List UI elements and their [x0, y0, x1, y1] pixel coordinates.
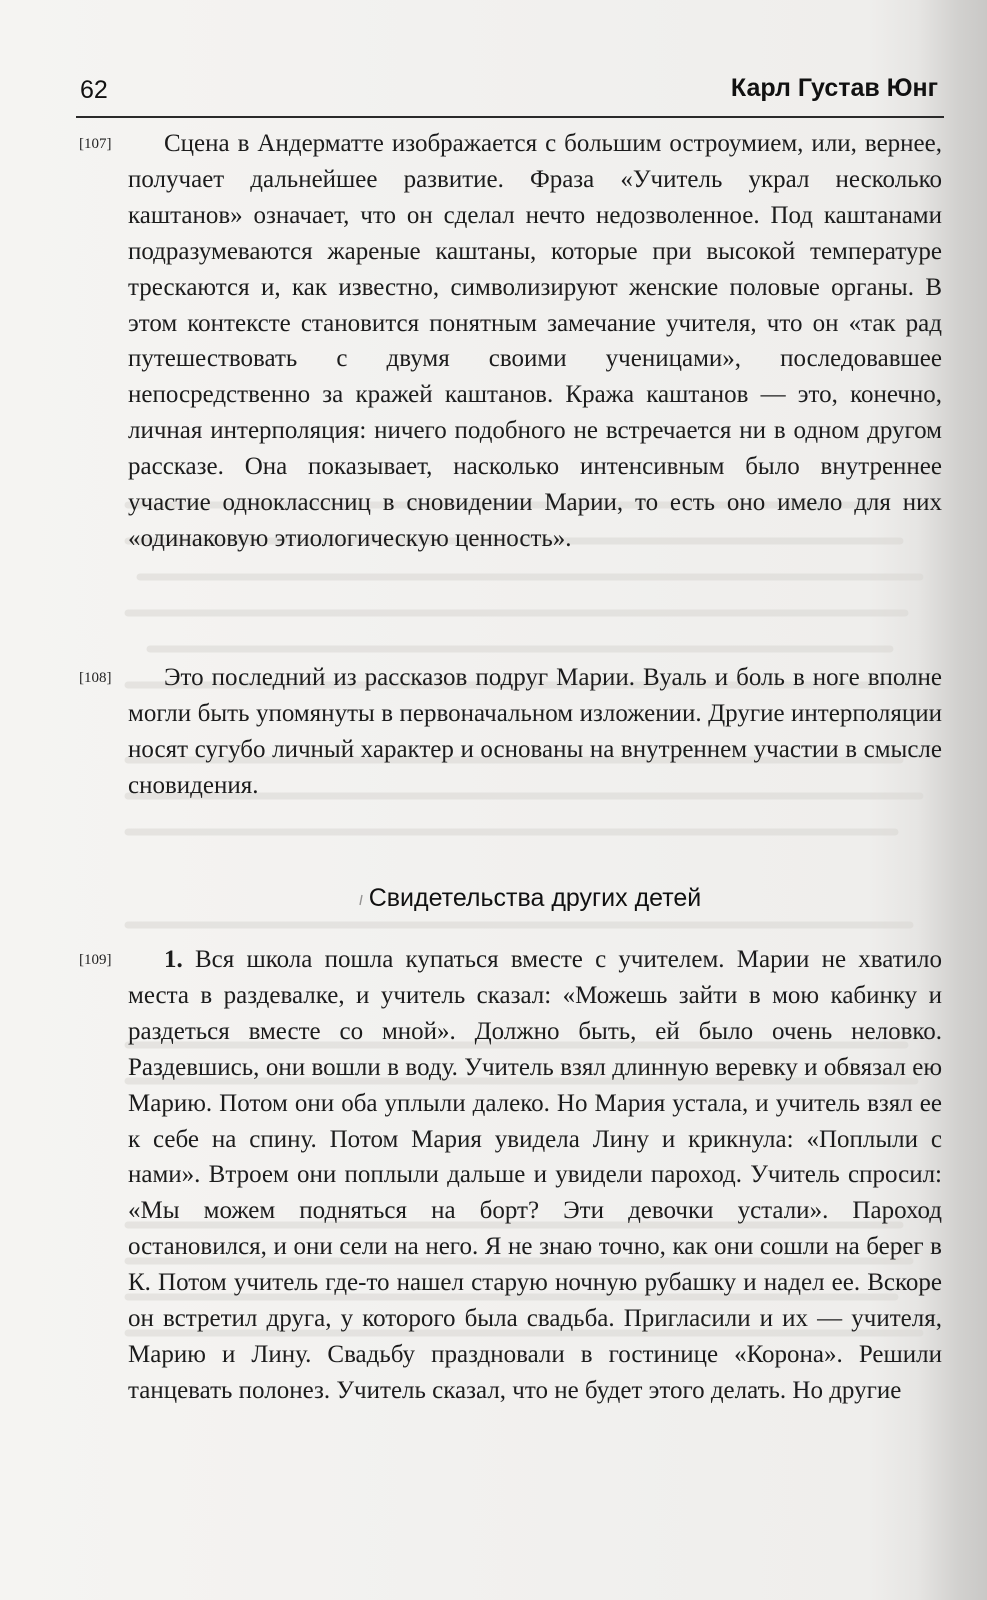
running-head: [76, 70, 944, 114]
item-number: 1.: [164, 946, 183, 973]
header-rule: [76, 116, 944, 118]
running-head-author: Карл Густав Юнг: [730, 74, 938, 102]
paragraph-number-109: [109]: [79, 952, 112, 968]
paragraph-109: [128, 942, 942, 1409]
page-number: 62: [80, 76, 108, 104]
section-heading: Свидетельства других детей: [368, 884, 702, 912]
paragraph-number-108: [108]: [79, 670, 112, 686]
paragraph-number-107: [107]: [79, 136, 112, 152]
paragraph-108: Это последний из рассказов подруг Марии. Вуаль и боль в ноге вполне могли быть упомянуты в первоначальном изложении. Другие интерполяции носят сугубо личный характер и основаны на внутреннем участии в смысле сновидения.: [128, 664, 942, 799]
paragraph-107: Сцена в Андерматте изображается с большим остроумием, или, вернее, получает дальнейшее развитие. Фраза «Учитель украл несколько каштанов» означает, что он сделал нечто недозволенное. Под каштанами подразумеваются жареные каштаны, которые при высокой температуре трескаются и, как известно, символизируют женские половые органы. В этом контексте становится понятным замечание учителя, что он «так рад путешествовать с двумя своими ученицами», последовавшее непосредственно за кражей каштанов. Кража каштанов — это, конечно, личная интерполяция: ничего подобного не встречается ни в одном другом рассказе. Она показывает, насколько интенсивным было внутреннее участие одноклассниц в сновидении Марии, то есть оно имело для них «одинаковую этиологическую ценность».: [128, 130, 942, 552]
item-text: Вся школа пошла купаться вместе с учителем. Марии не хватило места в раздевалке, и учитель сказал: «Можешь зайти в мою кабинку и раздеться вместе со мной». Должно быть, ей было очень неловко. Раздевшись, они вошли в воду. Учитель взял длинную веревку и обвязал ею Марию. Потом они оба уплыли далеко. Но Мария устала, и учитель взял ее к себе на спину. Потом Мария увидела Лину и крикнула: «Поплыли с нами». Втроем они поплыли дальше и увидели пароход. Учитель спросил: «Мы можем подняться на борт? Эти девочки устали». Пароход остановился, и они сели на него. Я не знаю точно, как они сошли на берег в К. Потом учитель где-то нашел старую ночную рубашку и надел ее. Вскоре он встретил друга, у которого была свадьба. Пригласили и их — учителя, Марию и Лину. Свадьбу праздновали в гостинице «Корона». Решили танцевать полонез. Учитель сказал, что не будет этого делать. Но другие: [128, 946, 943, 1404]
